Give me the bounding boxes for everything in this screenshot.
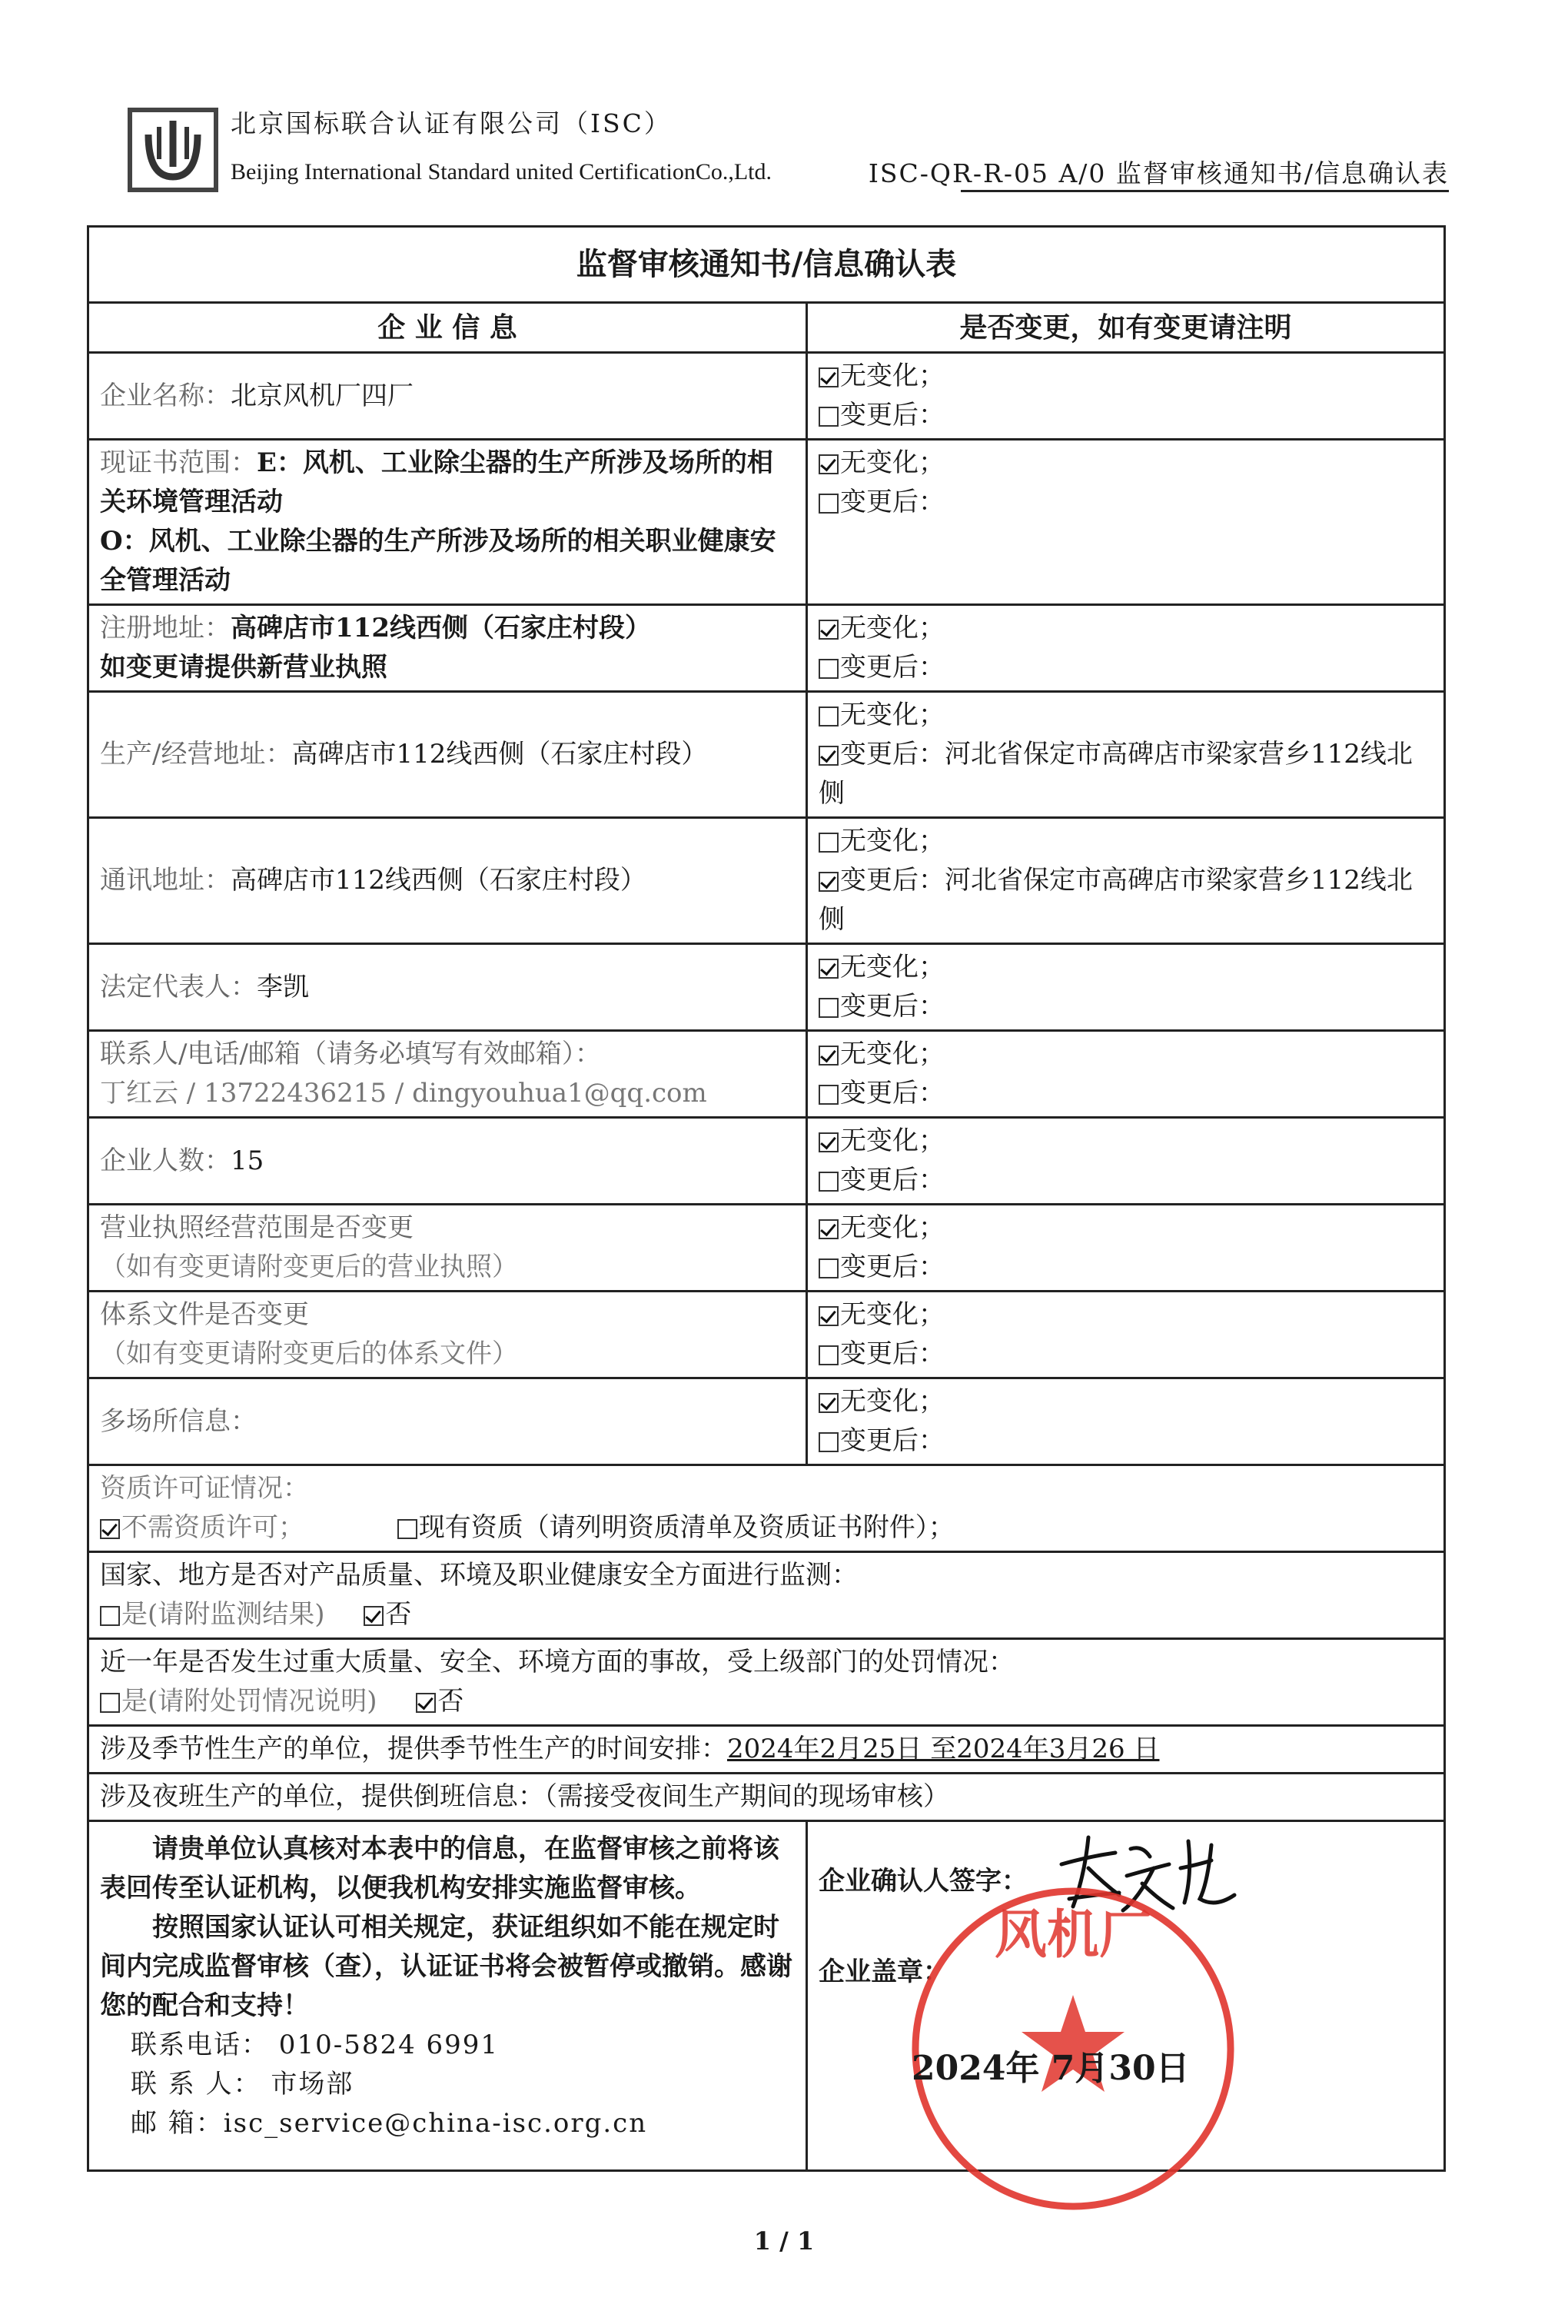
info-row	[88, 1205, 1445, 1292]
info-row-value[interactable]: E：风机、工业除尘器的生产所涉及场所的相关环境管理活动	[100, 447, 773, 517]
no-change-label: 无变化；	[840, 361, 945, 391]
changed-checkbox[interactable]	[819, 494, 839, 514]
monitoring-no-label: 否	[385, 1599, 412, 1630]
form-title: 监督审核通知书/信息确认表	[88, 227, 1445, 303]
info-row-content	[88, 692, 807, 818]
no-change-checkbox[interactable]	[819, 959, 839, 979]
info-row-label: 注册地址：	[100, 613, 231, 643]
no-change-checkbox[interactable]	[819, 1393, 839, 1413]
info-rows	[88, 353, 1445, 1465]
change-status-cell	[807, 353, 1445, 440]
change-status-cell	[807, 605, 1445, 692]
company-name-cn: 北京国标联合认证有限公司（ISC）	[231, 108, 672, 138]
changed-checkbox[interactable]	[819, 1345, 839, 1365]
info-row-value[interactable]: 北京风机厂四厂	[231, 380, 414, 411]
no-change-checkbox[interactable]	[819, 1046, 839, 1066]
info-row-content	[88, 1118, 807, 1205]
info-row-label: 体系文件是否变更	[100, 1299, 309, 1330]
contact-person: 联 系 人： 市场部	[131, 2069, 354, 2100]
no-change-checkbox[interactable]	[819, 1219, 839, 1239]
no-change-label: 无变化；	[840, 700, 945, 730]
info-row-value[interactable]: 高碑店市112线西侧（石家庄村段）	[291, 739, 708, 770]
changed-label: 变更后：	[840, 1165, 945, 1195]
qualification-label: 资质许可证情况：	[100, 1473, 309, 1504]
no-license-label: 不需资质许可；	[121, 1512, 304, 1543]
info-row-content	[88, 944, 807, 1031]
info-row	[88, 1031, 1445, 1118]
info-row-label: 法定代表人：	[100, 971, 257, 1002]
info-row-value[interactable]: 15	[231, 1145, 264, 1176]
no-change-checkbox[interactable]	[819, 1306, 839, 1326]
info-row-value[interactable]: （如有变更请附变更后的体系文件）	[100, 1338, 518, 1369]
monitoring-no-checkbox[interactable]	[364, 1606, 384, 1626]
info-row-label: 多场所信息：	[100, 1405, 257, 1437]
info-row-content	[88, 1205, 807, 1292]
accidents-row	[88, 1639, 1445, 1726]
no-change-checkbox[interactable]	[819, 620, 839, 640]
changed-checkbox[interactable]	[819, 1085, 839, 1105]
info-row	[88, 440, 1445, 605]
no-change-checkbox[interactable]	[819, 1132, 839, 1152]
info-row-content	[88, 1031, 807, 1118]
changed-checkbox[interactable]	[819, 1432, 839, 1452]
accidents-yes-label: 是(请附处罚情况说明)	[121, 1686, 377, 1717]
info-row-label: 生产/经营地址：	[100, 739, 292, 770]
info-row-content	[88, 605, 807, 692]
changed-label: 变更后：	[840, 652, 945, 683]
info-row-content	[88, 353, 807, 440]
no-change-label: 无变化；	[840, 1039, 945, 1069]
seasonal-value[interactable]: 2024年2月25日 至2024年3月26 日	[727, 1734, 1160, 1764]
info-row	[88, 944, 1445, 1031]
confirmation-form	[87, 225, 1446, 2172]
signer-label: 企业确认人签字：	[819, 1866, 1028, 1897]
info-row-label: 企业名称：	[100, 380, 231, 411]
change-status-cell	[807, 1292, 1445, 1378]
changed-checkbox[interactable]	[819, 746, 839, 766]
change-status-cell	[807, 1118, 1445, 1205]
change-status-cell	[807, 692, 1445, 818]
info-row	[88, 353, 1445, 440]
no-change-checkbox[interactable]	[819, 833, 839, 853]
qualification-row	[88, 1465, 1445, 1552]
existing-license-label: 现有资质（请列明资质清单及资质证书附件）；	[418, 1512, 955, 1543]
info-row-label: 联系人/电话/邮箱（请务必填写有效邮箱）：	[100, 1039, 601, 1069]
change-status-cell	[807, 1031, 1445, 1118]
changed-checkbox[interactable]	[819, 407, 839, 427]
info-row-value[interactable]: 高碑店市112线西侧（石家庄村段）	[231, 865, 646, 896]
no-change-label: 无变化；	[840, 1125, 945, 1156]
column-header-enterprise-info: 企 业 信 息	[88, 303, 807, 353]
info-row-content	[88, 1292, 807, 1378]
notice-paragraph-2: 按照国家认证认可相关规定，获证组织如不能在规定时间内完成监督审核（查），认证证书将会被暂停或撤销。感谢您的配合和支持！	[100, 1912, 792, 2021]
info-row-content	[88, 440, 807, 605]
info-row	[88, 1118, 1445, 1205]
info-row-value-2[interactable]: 如变更请提供新营业执照	[100, 652, 387, 683]
isc-logo-icon	[127, 104, 219, 196]
info-row-value[interactable]: （如有变更请附变更后的营业执照）	[100, 1252, 518, 1282]
info-row-value[interactable]: 李凯	[257, 971, 309, 1002]
change-status-cell	[807, 440, 1445, 605]
seal-text: 风机厂	[994, 1905, 1152, 1966]
signature-date: 2024年 7月30日	[912, 2049, 1190, 2088]
contact-phone: 联系电话： 010-5824 6991	[131, 2030, 500, 2060]
changed-value[interactable]: 河北省保定市高碑店市梁家营乡112线北侧	[819, 739, 1413, 809]
monitoring-row	[88, 1552, 1445, 1639]
change-status-cell	[807, 1205, 1445, 1292]
document-header	[127, 96, 1449, 196]
monitoring-yes-checkbox[interactable]	[100, 1606, 120, 1626]
no-change-checkbox[interactable]	[819, 707, 839, 726]
changed-label: 变更后：	[840, 1252, 945, 1282]
notice-cell	[88, 1821, 807, 2171]
info-row	[88, 605, 1445, 692]
info-row-label: 企业人数：	[100, 1145, 231, 1176]
info-row	[88, 1292, 1445, 1378]
changed-label: 变更后：	[840, 1425, 945, 1456]
company-name-en: Beijing International Standard united CertificationCo.,Ltd.	[231, 159, 772, 185]
accidents-no-label: 否	[437, 1686, 464, 1717]
notice-paragraph-1: 请贵单位认真核对本表中的信息，在监督审核之前将该表回传至认证机构，以便我机构安排实施监督审核。	[100, 1834, 779, 1903]
info-row	[88, 692, 1445, 818]
seasonal-row	[88, 1726, 1445, 1774]
changed-checkbox[interactable]	[819, 998, 839, 1018]
changed-label: 变更后：	[840, 991, 945, 1022]
changed-checkbox[interactable]	[819, 1258, 839, 1278]
info-row-value-2[interactable]: O：风机、工业除尘器的生产所涉及场所的相关职业健康安全管理活动	[100, 526, 776, 596]
monitoring-yes-label: 是(请附监测结果)	[121, 1599, 325, 1630]
no-change-label: 无变化；	[840, 826, 945, 856]
night-shift-row: 涉及夜班生产的单位，提供倒班信息：（需接受夜间生产期间的现场审核）	[88, 1774, 1445, 1821]
no-change-checkbox[interactable]	[819, 454, 839, 474]
accidents-label: 近一年是否发生过重大质量、安全、环境方面的事故，受上级部门的处罚情况：	[100, 1647, 1015, 1677]
no-change-checkbox[interactable]	[819, 367, 839, 387]
change-status-cell	[807, 944, 1445, 1031]
changed-checkbox[interactable]	[819, 659, 839, 679]
info-row-content	[88, 1378, 807, 1465]
accidents-no-checkbox[interactable]	[416, 1693, 436, 1713]
info-row-value[interactable]: 高碑店市112线西侧（石家庄村段）	[231, 613, 651, 643]
info-row-label: 营业执照经营范围是否变更	[100, 1212, 414, 1243]
document-code: ISC-QR-R-05 A/0 监督审核通知书/信息确认表	[868, 158, 1449, 188]
contact-email[interactable]: 邮 箱：isc_service@china-isc.org.cn	[131, 2108, 648, 2139]
header-rule	[961, 190, 1449, 192]
page-number: 1 / 1	[753, 2226, 815, 2256]
no-change-label: 无变化；	[840, 447, 945, 478]
no-change-label: 无变化；	[840, 1299, 945, 1330]
info-row	[88, 818, 1445, 944]
change-status-cell	[807, 818, 1445, 944]
no-change-label: 无变化；	[840, 613, 945, 643]
changed-checkbox[interactable]	[819, 872, 839, 892]
seal-label: 企业盖章：	[819, 1957, 949, 1987]
column-header-change-status: 是否变更，如有变更请注明	[807, 303, 1445, 353]
no-change-label: 无变化；	[840, 1212, 945, 1243]
info-row-label: 通讯地址：	[100, 865, 231, 896]
info-row-value[interactable]: 丁红云 / 13722436215 / dingyouhua1@qq.com	[100, 1078, 707, 1109]
info-row-content	[88, 818, 807, 944]
no-change-label: 无变化；	[840, 952, 945, 982]
changed-label: 变更后：	[840, 739, 945, 770]
no-license-checkbox[interactable]	[100, 1519, 120, 1539]
changed-value[interactable]: 河北省保定市高碑店市梁家营乡112线北侧	[819, 865, 1413, 935]
existing-license-checkbox[interactable]	[397, 1519, 417, 1539]
signature-cell	[807, 1821, 1445, 2171]
changed-label: 变更后：	[840, 487, 945, 517]
info-row-label: 现证书范围：	[100, 447, 257, 478]
seasonal-label: 涉及季节性生产的单位，提供季节性生产的时间安排：	[100, 1734, 727, 1764]
changed-label: 变更后：	[840, 865, 945, 896]
changed-label: 变更后：	[840, 400, 945, 431]
accidents-yes-checkbox[interactable]	[100, 1693, 120, 1713]
no-change-label: 无变化；	[840, 1386, 945, 1417]
change-status-cell	[807, 1378, 1445, 1465]
info-row	[88, 1378, 1445, 1465]
changed-label: 变更后：	[840, 1078, 945, 1109]
changed-label: 变更后：	[840, 1338, 945, 1369]
monitoring-label: 国家、地方是否对产品质量、环境及职业健康安全方面进行监测：	[100, 1560, 858, 1591]
changed-checkbox[interactable]	[819, 1172, 839, 1192]
